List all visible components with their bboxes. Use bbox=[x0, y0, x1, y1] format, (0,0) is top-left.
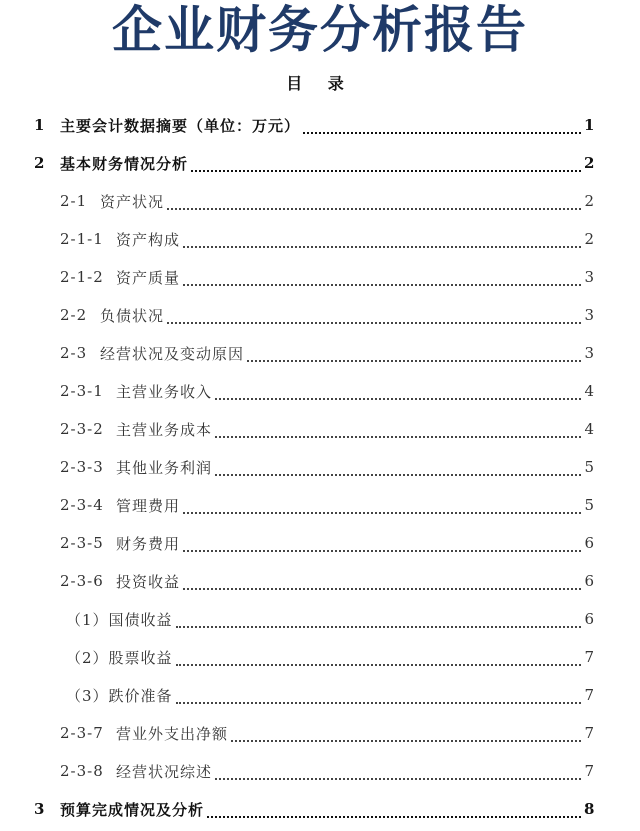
toc-entry-number: 2-3 bbox=[60, 344, 88, 362]
toc-dot-leader bbox=[207, 804, 581, 818]
toc-entry-title: 基本财务情况分析 bbox=[60, 154, 189, 173]
toc-dot-leader bbox=[176, 614, 581, 628]
toc-dot-leader bbox=[183, 576, 581, 590]
toc-entry[interactable] bbox=[0, 334, 640, 372]
toc-entry-page: 5 bbox=[584, 458, 594, 476]
toc-entry-number: 2-2 bbox=[60, 306, 88, 324]
toc-entry-number: 1 bbox=[34, 116, 46, 134]
toc-entry-number: 2-3-7 bbox=[60, 724, 104, 742]
toc-dot-leader bbox=[176, 652, 581, 666]
toc-dot-leader bbox=[183, 500, 581, 514]
toc-entry[interactable] bbox=[0, 106, 640, 144]
toc-entry-number: （3） bbox=[66, 686, 109, 705]
toc-dot-leader bbox=[247, 348, 581, 362]
toc-dot-leader bbox=[215, 766, 581, 780]
toc-dot-leader bbox=[183, 272, 581, 286]
toc-entry-title: 国债收益 bbox=[108, 610, 173, 629]
toc-entry-title: 财务费用 bbox=[116, 534, 181, 553]
toc-entry-page: 8 bbox=[584, 800, 595, 818]
toc-entry-page: 3 bbox=[584, 268, 594, 286]
toc-entry-page: 3 bbox=[584, 306, 594, 324]
toc-entry[interactable] bbox=[0, 372, 640, 410]
toc-entry-number: 2-3-2 bbox=[60, 420, 104, 438]
toc-entry-page: 6 bbox=[584, 572, 594, 590]
toc-entry-number: 2-3-4 bbox=[60, 496, 104, 514]
toc-entry-number: 3 bbox=[34, 800, 46, 818]
toc-entry-page: 2 bbox=[584, 154, 595, 172]
toc-entry-title: 主营业务成本 bbox=[116, 420, 213, 439]
toc-dot-leader bbox=[231, 728, 581, 742]
toc-dot-leader bbox=[215, 386, 581, 400]
toc-entry-page: 6 bbox=[584, 610, 594, 628]
toc-entry[interactable] bbox=[0, 562, 640, 600]
toc-entry-page: 6 bbox=[584, 534, 594, 552]
toc-entry-number: 2-3-6 bbox=[60, 572, 104, 590]
toc-heading: 目 录 bbox=[286, 74, 354, 93]
toc-dot-leader bbox=[183, 234, 581, 248]
toc-entry[interactable] bbox=[0, 182, 640, 220]
toc-entry-number: 2-3-5 bbox=[60, 534, 104, 552]
toc-entry-number: （1） bbox=[66, 610, 109, 629]
toc-entry-number: 2 bbox=[34, 154, 46, 172]
toc-entry-title: 主营业务收入 bbox=[116, 382, 213, 401]
toc-entry-title: 管理费用 bbox=[116, 496, 181, 515]
toc-entry[interactable] bbox=[0, 524, 640, 562]
toc-entry-title: 主要会计数据摘要（单位：万元） bbox=[60, 116, 301, 135]
toc-entry-page: 2 bbox=[584, 230, 594, 248]
toc-entry[interactable] bbox=[0, 410, 640, 448]
toc-entry-title: 股票收益 bbox=[108, 648, 173, 667]
toc-entry[interactable] bbox=[0, 638, 640, 676]
toc-entry-page: 4 bbox=[584, 420, 594, 438]
toc-entry-title: 经营状况综述 bbox=[116, 762, 213, 781]
toc-entry-page: 3 bbox=[584, 344, 594, 362]
toc-entry-title: 投资收益 bbox=[116, 572, 181, 591]
toc-entry-page: 7 bbox=[584, 686, 594, 704]
toc-entry-number: 2-3-1 bbox=[60, 382, 104, 400]
toc-entry-title: 资产质量 bbox=[116, 268, 181, 287]
toc-dot-leader bbox=[167, 310, 581, 324]
toc-entry-number: （2） bbox=[66, 648, 109, 667]
toc-entry[interactable] bbox=[0, 448, 640, 486]
toc-entry[interactable] bbox=[0, 258, 640, 296]
toc-dot-leader bbox=[303, 120, 581, 134]
toc-entry-title: 经营状况及变动原因 bbox=[100, 344, 245, 363]
toc-entry[interactable] bbox=[0, 714, 640, 752]
toc-entry-page: 7 bbox=[584, 648, 594, 666]
toc-entry-page: 4 bbox=[584, 382, 594, 400]
toc-entry[interactable] bbox=[0, 220, 640, 258]
toc-entry-number: 2-3-8 bbox=[60, 762, 104, 780]
toc-entry-page: 2 bbox=[584, 192, 594, 210]
toc-entry-number: 2-3-3 bbox=[60, 458, 104, 476]
toc-entry-number: 2-1-2 bbox=[60, 268, 104, 286]
toc-dot-leader bbox=[215, 424, 581, 438]
toc-dot-leader bbox=[183, 538, 581, 552]
toc-entry-title: 预算完成情况及分析 bbox=[60, 800, 205, 819]
toc-entry-number: 2-1-1 bbox=[60, 230, 104, 248]
toc-dot-leader bbox=[167, 196, 581, 210]
toc-dot-leader bbox=[176, 690, 581, 704]
toc-entry[interactable] bbox=[0, 676, 640, 714]
toc-entry[interactable] bbox=[0, 296, 640, 334]
toc-entry-page: 1 bbox=[584, 116, 595, 134]
document-title: 企业财务分析报告 bbox=[112, 1, 528, 59]
toc-entry[interactable] bbox=[0, 600, 640, 638]
toc-entry-title: 负债状况 bbox=[100, 306, 165, 325]
toc-entry-title: 其他业务利润 bbox=[116, 458, 213, 477]
toc-entry[interactable] bbox=[0, 144, 640, 182]
toc-entry-page: 7 bbox=[584, 762, 594, 780]
toc-entry-page: 7 bbox=[584, 724, 594, 742]
toc-entry-number: 2-1 bbox=[60, 192, 88, 210]
toc-entry[interactable] bbox=[0, 752, 640, 790]
toc-entry-title: 营业外支出净额 bbox=[116, 724, 229, 743]
toc-entry[interactable] bbox=[0, 486, 640, 524]
toc-entry[interactable] bbox=[0, 790, 640, 828]
toc-dot-leader bbox=[215, 462, 581, 476]
toc-entry-page: 5 bbox=[584, 496, 594, 514]
toc-entry-title: 跌价准备 bbox=[108, 686, 173, 705]
toc-dot-leader bbox=[191, 158, 581, 172]
toc-entry-title: 资产构成 bbox=[116, 230, 181, 249]
toc-entry-title: 资产状况 bbox=[100, 192, 165, 211]
